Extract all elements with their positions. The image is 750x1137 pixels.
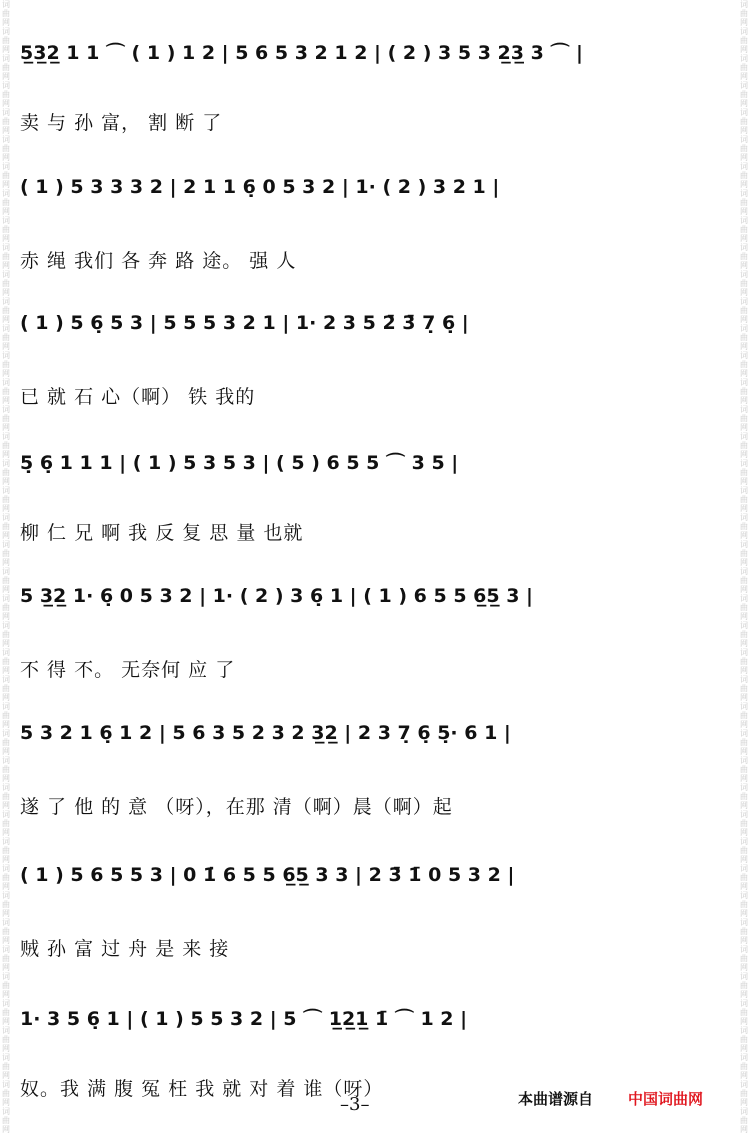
watermark-char: 曲 bbox=[2, 792, 10, 801]
watermark-char: 网 bbox=[2, 261, 10, 270]
watermark-char: 网 bbox=[2, 342, 10, 351]
watermark-char: 词 bbox=[2, 999, 10, 1008]
watermark-char: 词 bbox=[2, 135, 10, 144]
watermark-char: 曲 bbox=[2, 954, 10, 963]
watermark-char: 网 bbox=[2, 666, 10, 675]
watermark-char: 网 bbox=[2, 1098, 10, 1107]
watermark-char: 曲 bbox=[740, 549, 748, 558]
watermark-char: 网 bbox=[2, 963, 10, 972]
watermark-char: 词 bbox=[2, 837, 10, 846]
watermark-char: 词 bbox=[740, 1026, 748, 1035]
watermark-char: 曲 bbox=[740, 36, 748, 45]
watermark-char: 网 bbox=[740, 774, 748, 783]
notation-line: ( 1 ) 5 3 3 3 2 | 2 1 1 6̣ 0 5 3 2 | 1· ( 2 ) 3 2 1 | bbox=[20, 176, 500, 198]
watermark-char: 曲 bbox=[740, 387, 748, 396]
watermark-char: 曲 bbox=[740, 306, 748, 315]
watermark-char: 网 bbox=[740, 396, 748, 405]
watermark-char: 词 bbox=[740, 945, 748, 954]
watermark-char: 词 bbox=[2, 891, 10, 900]
watermark-char: 词 bbox=[2, 378, 10, 387]
watermark-char: 词 bbox=[2, 540, 10, 549]
watermark-char: 网 bbox=[2, 1017, 10, 1026]
watermark-char: 词 bbox=[2, 459, 10, 468]
watermark-char: 词 bbox=[2, 918, 10, 927]
watermark-char: 网 bbox=[2, 153, 10, 162]
watermark-char: 网 bbox=[740, 234, 748, 243]
watermark-char: 词 bbox=[740, 0, 748, 9]
watermark-char: 曲 bbox=[740, 225, 748, 234]
watermark-char: 网 bbox=[740, 612, 748, 621]
watermark-char: 网 bbox=[2, 1125, 10, 1134]
watermark-char: 曲 bbox=[2, 738, 10, 747]
watermark-char: 网 bbox=[740, 99, 748, 108]
watermark-char: 曲 bbox=[2, 117, 10, 126]
watermark-char: 词 bbox=[2, 1107, 10, 1116]
watermark-char: 曲 bbox=[740, 900, 748, 909]
watermark-char: 曲 bbox=[2, 630, 10, 639]
watermark-char: 词 bbox=[740, 972, 748, 981]
watermark-char: 词 bbox=[740, 810, 748, 819]
watermark-char: 网 bbox=[740, 1017, 748, 1026]
watermark-char: 词 bbox=[740, 243, 748, 252]
watermark-char: 网 bbox=[740, 477, 748, 486]
watermark-char: 曲 bbox=[740, 441, 748, 450]
watermark-char: 词 bbox=[740, 459, 748, 468]
watermark-char: 曲 bbox=[740, 144, 748, 153]
watermark-char: 网 bbox=[2, 585, 10, 594]
watermark-char: 词 bbox=[740, 594, 748, 603]
watermark-char: 曲 bbox=[2, 306, 10, 315]
watermark-char: 网 bbox=[740, 693, 748, 702]
watermark-char: 网 bbox=[2, 180, 10, 189]
watermark-char: 网 bbox=[740, 1098, 748, 1107]
watermark-char: 词 bbox=[740, 513, 748, 522]
watermark-char: 网 bbox=[740, 288, 748, 297]
watermark-char: 网 bbox=[2, 504, 10, 513]
watermark-char: 网 bbox=[740, 504, 748, 513]
watermark-char: 曲 bbox=[2, 468, 10, 477]
watermark-char: 词 bbox=[740, 108, 748, 117]
watermark-char: 网 bbox=[740, 423, 748, 432]
watermark-char: 曲 bbox=[740, 819, 748, 828]
lyric-line: 不 得 不。 无奈何 应 了 bbox=[20, 659, 236, 681]
watermark-char: 曲 bbox=[740, 981, 748, 990]
watermark-char: 网 bbox=[2, 882, 10, 891]
watermark-char: 词 bbox=[740, 378, 748, 387]
watermark-char: 曲 bbox=[740, 1035, 748, 1044]
watermark-char: 曲 bbox=[740, 279, 748, 288]
watermark-char: 词 bbox=[2, 567, 10, 576]
watermark-char: 曲 bbox=[2, 279, 10, 288]
watermark-char: 网 bbox=[2, 936, 10, 945]
watermark-char: 曲 bbox=[740, 495, 748, 504]
watermark-char: 词 bbox=[740, 621, 748, 630]
watermark-char: 网 bbox=[2, 747, 10, 756]
watermark-char: 曲 bbox=[2, 36, 10, 45]
lyric-line: 柳 仁 兄 啊 我 反 复 思 量 也就 bbox=[20, 522, 304, 544]
watermark-char: 曲 bbox=[740, 198, 748, 207]
lyric-line: 遂 了 他 的 意 （呀），在那 清（啊）晨（啊）起 bbox=[20, 796, 453, 818]
watermark-char: 词 bbox=[2, 702, 10, 711]
watermark-char: 词 bbox=[740, 918, 748, 927]
watermark-char: 词 bbox=[740, 324, 748, 333]
watermark-char: 网 bbox=[2, 369, 10, 378]
watermark-char: 曲 bbox=[2, 603, 10, 612]
watermark-char: 词 bbox=[740, 81, 748, 90]
watermark-char: 曲 bbox=[740, 1008, 748, 1017]
notation-line: 5 3 2 1 6̣ 1 2 | 5 6 3 5 2 3 2 3̲2̲ | 2 3 7̣ 6̣ 5̣· 6 1 | bbox=[20, 722, 511, 744]
watermark-char: 曲 bbox=[2, 387, 10, 396]
watermark-char: 曲 bbox=[2, 873, 10, 882]
watermark-char: 网 bbox=[2, 18, 10, 27]
notation-line: 5̲3̲2̲ 1 1 ⌒ ( 1 ) 1 2 | 5 6 5 3 2 1 2 | ( 2 ) 3 5 3 2̲3̲ 3 ⌒ | bbox=[20, 42, 583, 64]
watermark-char: 词 bbox=[740, 540, 748, 549]
watermark-char: 曲 bbox=[740, 576, 748, 585]
watermark-char: 网 bbox=[740, 639, 748, 648]
watermark-char: 网 bbox=[740, 882, 748, 891]
watermark-char: 网 bbox=[740, 72, 748, 81]
watermark-char: 词 bbox=[2, 621, 10, 630]
watermark-char: 网 bbox=[740, 828, 748, 837]
lyric-line: 贼 孙 富 过 舟 是 来 接 bbox=[20, 938, 230, 960]
watermark-char: 词 bbox=[2, 648, 10, 657]
watermark-char: 词 bbox=[740, 270, 748, 279]
watermark-char: 曲 bbox=[2, 90, 10, 99]
watermark-char: 词 bbox=[2, 945, 10, 954]
watermark-char: 网 bbox=[740, 531, 748, 540]
watermark-char: 词 bbox=[2, 297, 10, 306]
watermark-char: 词 bbox=[2, 162, 10, 171]
watermark-char: 网 bbox=[740, 369, 748, 378]
watermark-char: 曲 bbox=[740, 657, 748, 666]
watermark-char: 网 bbox=[2, 612, 10, 621]
watermark-char: 曲 bbox=[2, 9, 10, 18]
watermark-char: 词 bbox=[2, 0, 10, 9]
watermark-char: 网 bbox=[2, 720, 10, 729]
watermark-char: 网 bbox=[740, 126, 748, 135]
watermark-char: 曲 bbox=[740, 360, 748, 369]
watermark-char: 曲 bbox=[2, 144, 10, 153]
watermark-char: 词 bbox=[740, 27, 748, 36]
watermark-char: 网 bbox=[2, 1044, 10, 1053]
notation-line: 1· 3 5 6̣ 1 | ( 1 ) 5 5 3 2 | 5 ⌒ 1̲2̲1̲ 1̄ ⌒ 1 2 | bbox=[20, 1008, 468, 1030]
watermark-char: 曲 bbox=[2, 495, 10, 504]
watermark-char: 网 bbox=[2, 72, 10, 81]
watermark-char: 曲 bbox=[740, 9, 748, 18]
watermark-char: 网 bbox=[2, 1071, 10, 1080]
watermark-char: 网 bbox=[740, 342, 748, 351]
watermark-char: 网 bbox=[740, 855, 748, 864]
watermark-char: 词 bbox=[2, 405, 10, 414]
watermark-char: 网 bbox=[2, 315, 10, 324]
watermark-char: 词 bbox=[2, 864, 10, 873]
watermark-char: 网 bbox=[2, 774, 10, 783]
watermark-char: 曲 bbox=[2, 1062, 10, 1071]
watermark-char: 曲 bbox=[740, 414, 748, 423]
lyric-line: 奴。我 满 腹 冤 枉 我 就 对 着 谁（呀） bbox=[20, 1078, 384, 1100]
watermark-char: 网 bbox=[2, 693, 10, 702]
watermark-char: 曲 bbox=[2, 711, 10, 720]
watermark-char: 曲 bbox=[740, 117, 748, 126]
watermark-char: 词 bbox=[740, 432, 748, 441]
watermark-char: 曲 bbox=[2, 360, 10, 369]
watermark-char: 词 bbox=[740, 864, 748, 873]
watermark-char: 词 bbox=[2, 729, 10, 738]
watermark-char: 曲 bbox=[740, 954, 748, 963]
watermark-char: 词 bbox=[740, 1107, 748, 1116]
watermark-char: 曲 bbox=[2, 981, 10, 990]
watermark-char: 词 bbox=[2, 972, 10, 981]
watermark-char: 曲 bbox=[740, 90, 748, 99]
watermark-char: 网 bbox=[2, 855, 10, 864]
watermark-char: 网 bbox=[740, 18, 748, 27]
watermark-char: 词 bbox=[740, 297, 748, 306]
watermark-char: 曲 bbox=[740, 468, 748, 477]
watermark-char: 网 bbox=[740, 801, 748, 810]
watermark-char: 曲 bbox=[2, 225, 10, 234]
watermark-char: 词 bbox=[2, 27, 10, 36]
watermark-char: 网 bbox=[2, 639, 10, 648]
watermark-char: 词 bbox=[740, 891, 748, 900]
watermark-char: 网 bbox=[740, 261, 748, 270]
watermark-char: 词 bbox=[740, 567, 748, 576]
watermark-char: 词 bbox=[2, 756, 10, 765]
watermark-char: 网 bbox=[2, 207, 10, 216]
watermark-char: 词 bbox=[740, 648, 748, 657]
watermark-char: 曲 bbox=[740, 63, 748, 72]
watermark-char: 网 bbox=[740, 747, 748, 756]
watermark-char: 网 bbox=[2, 99, 10, 108]
watermark-char: 词 bbox=[740, 351, 748, 360]
watermark-char: 曲 bbox=[2, 252, 10, 261]
watermark-char: 词 bbox=[2, 351, 10, 360]
watermark-char: 词 bbox=[740, 999, 748, 1008]
watermark-char: 曲 bbox=[740, 873, 748, 882]
watermark-char: 词 bbox=[2, 54, 10, 63]
watermark-char: 词 bbox=[740, 756, 748, 765]
watermark-char: 网 bbox=[2, 531, 10, 540]
watermark-char: 网 bbox=[2, 450, 10, 459]
watermark-char: 词 bbox=[2, 1080, 10, 1089]
watermark-char: 词 bbox=[2, 513, 10, 522]
watermark-char: 网 bbox=[740, 450, 748, 459]
watermark-char: 词 bbox=[2, 243, 10, 252]
source-label: 本曲谱源自 bbox=[518, 1090, 594, 1108]
watermark-char: 曲 bbox=[740, 792, 748, 801]
watermark-char: 词 bbox=[740, 675, 748, 684]
watermark-char: 词 bbox=[740, 1053, 748, 1062]
watermark-char: 曲 bbox=[2, 522, 10, 531]
watermark-char: 网 bbox=[740, 1044, 748, 1053]
watermark-char: 网 bbox=[2, 396, 10, 405]
watermark-char: 曲 bbox=[2, 549, 10, 558]
watermark-char: 曲 bbox=[2, 1089, 10, 1098]
watermark-char: 曲 bbox=[740, 1062, 748, 1071]
watermark-char: 曲 bbox=[740, 171, 748, 180]
watermark-char: 曲 bbox=[2, 171, 10, 180]
watermark-char: 曲 bbox=[740, 333, 748, 342]
watermark-char: 曲 bbox=[2, 576, 10, 585]
watermark-char: 词 bbox=[740, 216, 748, 225]
watermark-char: 词 bbox=[2, 1053, 10, 1062]
watermark-char: 曲 bbox=[740, 1116, 748, 1125]
watermark-char: 词 bbox=[2, 108, 10, 117]
watermark-char: 曲 bbox=[740, 927, 748, 936]
watermark-char: 词 bbox=[2, 594, 10, 603]
lyric-line: 赤 绳 我们 各 奔 路 途。 强 人 bbox=[20, 250, 297, 272]
page-number: –3– bbox=[340, 1094, 370, 1115]
watermark-char: 曲 bbox=[2, 657, 10, 666]
watermark-char: 词 bbox=[2, 189, 10, 198]
watermark-char: 曲 bbox=[740, 846, 748, 855]
notation-line: 5 3̲2̲ 1· 6̣ 0 5 3 2 | 1· ( 2 ) 3 6̣ 1 | ( 1 ) 6 5 5 6̲5̲ 3 | bbox=[20, 585, 533, 607]
watermark-char: 词 bbox=[740, 783, 748, 792]
watermark-char: 曲 bbox=[2, 1116, 10, 1125]
watermark-char: 网 bbox=[740, 315, 748, 324]
watermark-char: 网 bbox=[2, 288, 10, 297]
watermark-char: 词 bbox=[740, 135, 748, 144]
watermark-char: 词 bbox=[740, 486, 748, 495]
watermark-char: 词 bbox=[740, 1080, 748, 1089]
watermark-strip-left bbox=[0, 0, 12, 1137]
watermark-char: 词 bbox=[740, 162, 748, 171]
watermark-char: 词 bbox=[2, 216, 10, 225]
watermark-char: 曲 bbox=[740, 711, 748, 720]
watermark-char: 网 bbox=[740, 45, 748, 54]
watermark-char: 曲 bbox=[740, 765, 748, 774]
watermark-char: 网 bbox=[740, 990, 748, 999]
watermark-char: 曲 bbox=[2, 819, 10, 828]
watermark-char: 词 bbox=[740, 729, 748, 738]
watermark-char: 曲 bbox=[740, 522, 748, 531]
watermark-char: 词 bbox=[2, 324, 10, 333]
watermark-char: 词 bbox=[2, 81, 10, 90]
watermark-char: 词 bbox=[2, 675, 10, 684]
watermark-char: 网 bbox=[740, 153, 748, 162]
watermark-char: 网 bbox=[2, 558, 10, 567]
watermark-char: 词 bbox=[740, 54, 748, 63]
watermark-char: 网 bbox=[2, 423, 10, 432]
watermark-char: 曲 bbox=[2, 927, 10, 936]
score-sheet bbox=[20, 0, 728, 1137]
watermark-char: 曲 bbox=[2, 414, 10, 423]
watermark-char: 网 bbox=[740, 1125, 748, 1134]
watermark-char: 网 bbox=[740, 666, 748, 675]
watermark-char: 网 bbox=[740, 720, 748, 729]
watermark-char: 曲 bbox=[2, 1035, 10, 1044]
watermark-char: 网 bbox=[2, 990, 10, 999]
watermark-char: 曲 bbox=[2, 684, 10, 693]
watermark-char: 词 bbox=[2, 810, 10, 819]
watermark-char: 词 bbox=[2, 1026, 10, 1035]
watermark-char: 网 bbox=[740, 909, 748, 918]
watermark-char: 曲 bbox=[740, 603, 748, 612]
site-brand: 中国词曲网 bbox=[628, 1090, 704, 1108]
watermark-char: 曲 bbox=[740, 1089, 748, 1098]
watermark-char: 网 bbox=[2, 126, 10, 135]
watermark-char: 词 bbox=[2, 783, 10, 792]
watermark-char: 曲 bbox=[2, 63, 10, 72]
lyric-line: 卖 与 孙 富， 割 断 了 bbox=[20, 112, 223, 134]
watermark-char: 词 bbox=[2, 486, 10, 495]
watermark-char: 网 bbox=[740, 180, 748, 189]
watermark-char: 网 bbox=[2, 477, 10, 486]
watermark-char: 词 bbox=[740, 702, 748, 711]
watermark-strip-right bbox=[738, 0, 750, 1137]
watermark-char: 网 bbox=[740, 963, 748, 972]
notation-line: ( 1 ) 5 6 5 5 3 | 0 1̇ 6 5 5 6̲5̲ 3 3 | 2 3̄ 1̄ 0 5 3 2 | bbox=[20, 864, 515, 886]
watermark-char: 网 bbox=[2, 828, 10, 837]
notation-line: 5̣ 6̣ 1 1 1 | ( 1 ) 5 3 5 3 | ( 5 ) 6 5 5 ⌒ 3 5 | bbox=[20, 452, 459, 474]
watermark-char: 网 bbox=[740, 585, 748, 594]
watermark-char: 网 bbox=[740, 1071, 748, 1080]
watermark-char: 曲 bbox=[2, 1008, 10, 1017]
watermark-char: 词 bbox=[740, 189, 748, 198]
watermark-char: 曲 bbox=[740, 252, 748, 261]
watermark-char: 网 bbox=[2, 909, 10, 918]
watermark-char: 词 bbox=[2, 270, 10, 279]
watermark-char: 曲 bbox=[2, 900, 10, 909]
watermark-char: 网 bbox=[2, 45, 10, 54]
watermark-char: 网 bbox=[740, 936, 748, 945]
watermark-char: 曲 bbox=[2, 441, 10, 450]
watermark-char: 网 bbox=[740, 207, 748, 216]
watermark-char: 曲 bbox=[2, 765, 10, 774]
watermark-char: 词 bbox=[740, 837, 748, 846]
watermark-char: 网 bbox=[740, 558, 748, 567]
lyric-line: 已 就 石 心（啊） 铁 我的 bbox=[20, 386, 256, 408]
watermark-char: 曲 bbox=[740, 684, 748, 693]
watermark-char: 网 bbox=[2, 801, 10, 810]
watermark-char: 曲 bbox=[740, 630, 748, 639]
watermark-char: 词 bbox=[740, 405, 748, 414]
watermark-char: 网 bbox=[2, 234, 10, 243]
watermark-char: 曲 bbox=[740, 738, 748, 747]
watermark-char: 词 bbox=[2, 432, 10, 441]
watermark-char: 曲 bbox=[2, 846, 10, 855]
watermark-char: 曲 bbox=[2, 333, 10, 342]
watermark-char: 曲 bbox=[2, 198, 10, 207]
notation-line: ( 1 ) 5 6̣ 5 3 | 5 5 5 3 2 1 | 1· 2 3 5 2̄ 3̄ 7̣ 6̣ | bbox=[20, 312, 469, 334]
